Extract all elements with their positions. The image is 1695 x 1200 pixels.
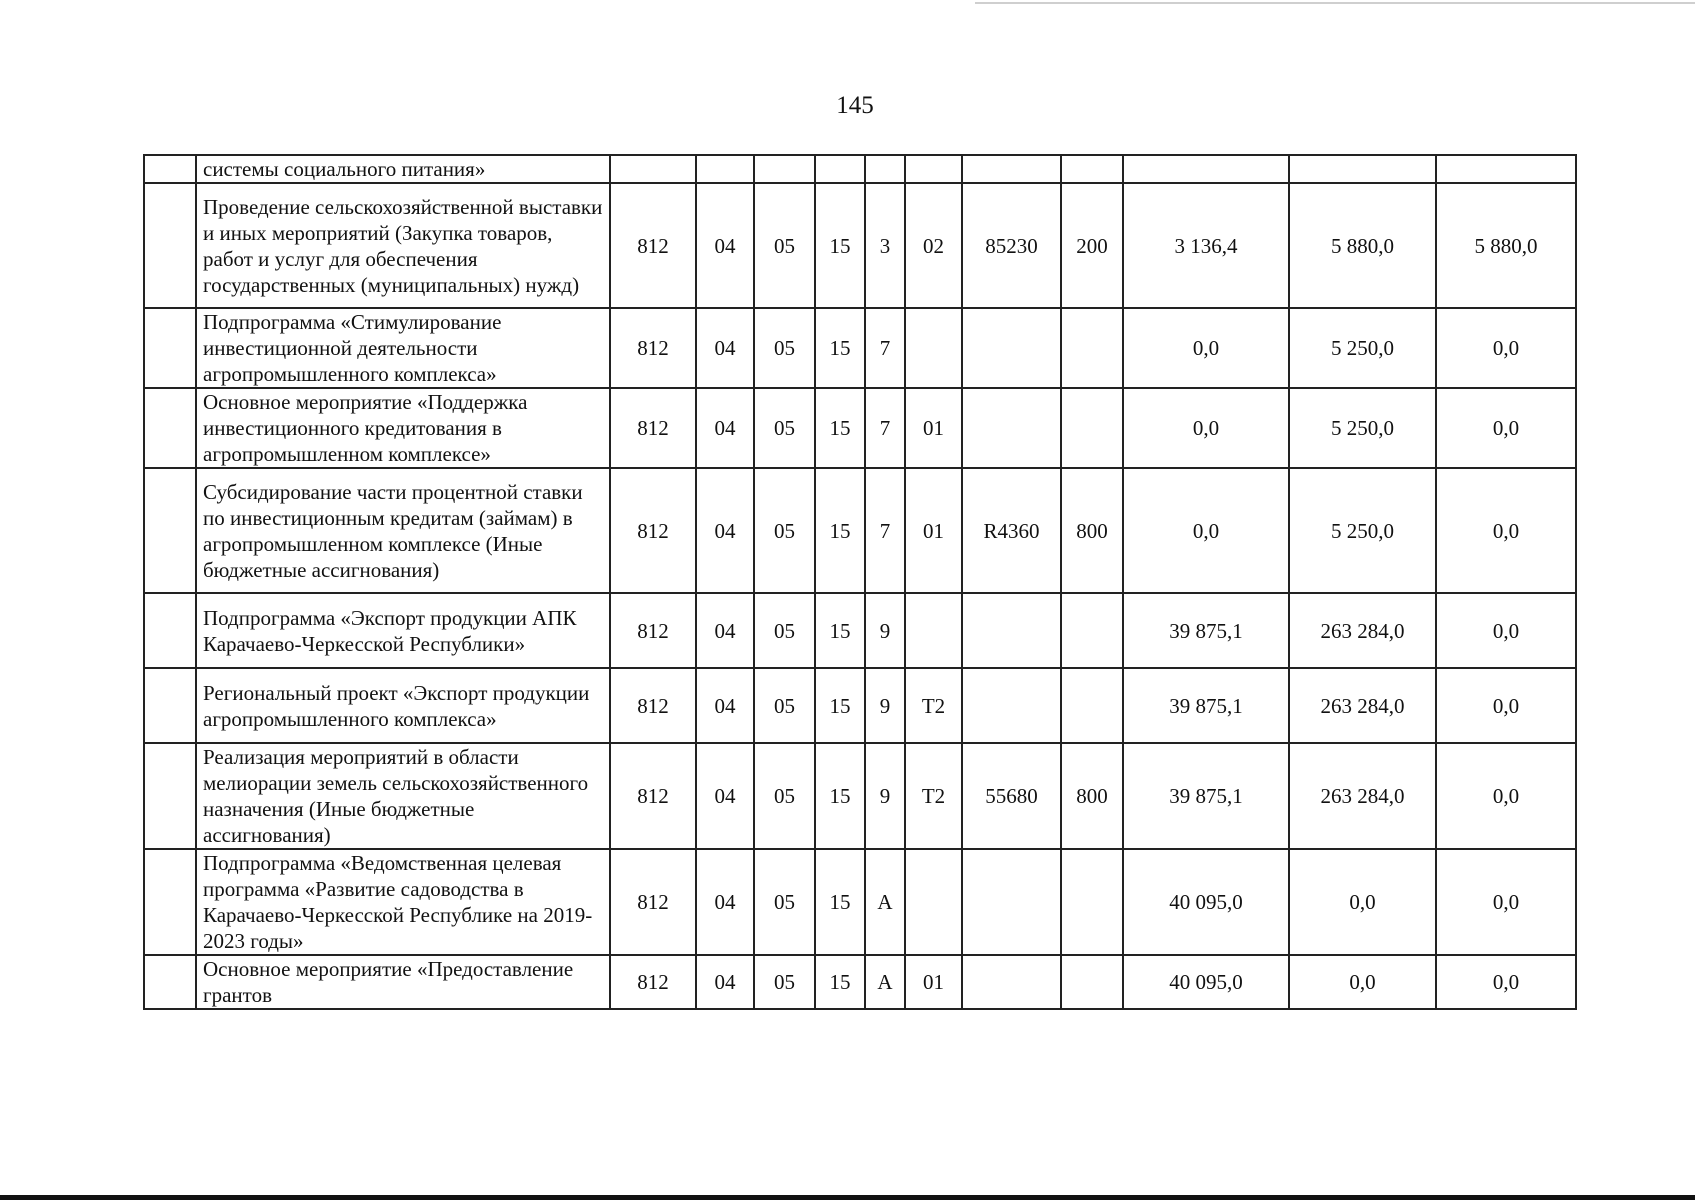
code-cell: 04: [696, 743, 754, 849]
code-cell: 812: [610, 955, 696, 1009]
code-cell: [962, 593, 1061, 668]
code-cell: [962, 308, 1061, 388]
code-cell: 800: [1061, 743, 1123, 849]
code-cell: 812: [610, 308, 696, 388]
code-cell: [754, 155, 815, 183]
code-cell: [815, 155, 865, 183]
code-cell: [1061, 849, 1123, 955]
row-number-cell: [144, 743, 196, 849]
table-row: [144, 468, 1576, 593]
description-cell: Основное мероприятие «Предоставление грантов: [196, 955, 610, 1009]
amount-cell: 0,0: [1436, 743, 1576, 849]
code-cell: 04: [696, 593, 754, 668]
amount-cell: 3 136,4: [1123, 183, 1289, 308]
row-number-cell: [144, 183, 196, 308]
amount-cell: 0,0: [1123, 388, 1289, 468]
table-row: [144, 155, 1576, 183]
code-cell: 04: [696, 468, 754, 593]
description-cell: Субсидирование части процентной ставки по инвестиционным кредитам (займам) в агропромышленном комплексе (Иные бюджетные ассигнования): [196, 468, 610, 593]
code-cell: 800: [1061, 468, 1123, 593]
table-row: [144, 849, 1576, 955]
code-cell: 15: [815, 388, 865, 468]
description-cell: Подпрограмма «Экспорт продукции АПК Карачаево-Черкесской Республики»: [196, 593, 610, 668]
amount-cell: 40 095,0: [1123, 849, 1289, 955]
code-cell: A: [865, 955, 905, 1009]
table-row: [144, 308, 1576, 388]
code-cell: [962, 388, 1061, 468]
code-cell: 04: [696, 955, 754, 1009]
amount-cell: 5 250,0: [1289, 308, 1436, 388]
code-cell: 15: [815, 308, 865, 388]
description-cell: Проведение сельскохозяйственной выставки и иных мероприятий (Закупка товаров, работ и услуг для обеспечения государственных (муниципальных) нужд): [196, 183, 610, 308]
code-cell: [962, 849, 1061, 955]
code-cell: [905, 308, 962, 388]
code-cell: 7: [865, 308, 905, 388]
code-cell: [1061, 955, 1123, 1009]
code-cell: 9: [865, 668, 905, 743]
row-number-cell: [144, 468, 196, 593]
code-cell: 200: [1061, 183, 1123, 308]
code-cell: 55680: [962, 743, 1061, 849]
row-number-cell: [144, 308, 196, 388]
code-cell: 812: [610, 593, 696, 668]
code-cell: 9: [865, 743, 905, 849]
amount-cell: 0,0: [1123, 308, 1289, 388]
code-cell: T2: [905, 668, 962, 743]
code-cell: 15: [815, 468, 865, 593]
description-cell: Региональный проект «Экспорт продукции агропромышленного комплекса»: [196, 668, 610, 743]
amount-cell: [1289, 155, 1436, 183]
code-cell: 02: [905, 183, 962, 308]
amount-cell: 40 095,0: [1123, 955, 1289, 1009]
code-cell: [1061, 388, 1123, 468]
code-cell: 15: [815, 593, 865, 668]
code-cell: [1061, 593, 1123, 668]
code-cell: 05: [754, 668, 815, 743]
table-body: [144, 155, 1576, 1009]
code-cell: 01: [905, 955, 962, 1009]
amount-cell: 0,0: [1436, 308, 1576, 388]
row-number-cell: [144, 155, 196, 183]
code-cell: 04: [696, 308, 754, 388]
code-cell: [1061, 308, 1123, 388]
code-cell: 05: [754, 955, 815, 1009]
code-cell: 05: [754, 468, 815, 593]
amount-cell: 5 880,0: [1289, 183, 1436, 308]
code-cell: 812: [610, 183, 696, 308]
row-number-cell: [144, 388, 196, 468]
code-cell: [905, 849, 962, 955]
code-cell: 15: [815, 668, 865, 743]
amount-cell: 263 284,0: [1289, 668, 1436, 743]
code-cell: 3: [865, 183, 905, 308]
amount-cell: 5 880,0: [1436, 183, 1576, 308]
code-cell: R4360: [962, 468, 1061, 593]
row-number-cell: [144, 668, 196, 743]
amount-cell: 0,0: [1436, 593, 1576, 668]
code-cell: 15: [815, 955, 865, 1009]
amount-cell: 39 875,1: [1123, 668, 1289, 743]
table-row: [144, 593, 1576, 668]
amount-cell: 0,0: [1436, 668, 1576, 743]
amount-cell: 5 250,0: [1289, 388, 1436, 468]
code-cell: [905, 593, 962, 668]
amount-cell: 0,0: [1436, 849, 1576, 955]
code-cell: [962, 955, 1061, 1009]
code-cell: 05: [754, 388, 815, 468]
amount-cell: 0,0: [1436, 388, 1576, 468]
budget-table: [143, 154, 1577, 1010]
code-cell: 15: [815, 849, 865, 955]
code-cell: 05: [754, 308, 815, 388]
code-cell: 04: [696, 849, 754, 955]
table-row: [144, 743, 1576, 849]
code-cell: [865, 155, 905, 183]
page-number: 145: [836, 92, 874, 119]
code-cell: 05: [754, 183, 815, 308]
amount-cell: [1123, 155, 1289, 183]
code-cell: 9: [865, 593, 905, 668]
code-cell: 05: [754, 593, 815, 668]
code-cell: [905, 155, 962, 183]
description-cell: Подпрограмма «Ведомственная целевая программа «Развитие садоводства в Карачаево-Черкесской Республике на 2019-2023 годы»: [196, 849, 610, 955]
code-cell: 15: [815, 183, 865, 308]
amount-cell: 0,0: [1436, 955, 1576, 1009]
code-cell: A: [865, 849, 905, 955]
code-cell: 01: [905, 388, 962, 468]
amount-cell: 0,0: [1289, 849, 1436, 955]
code-cell: [962, 155, 1061, 183]
row-number-cell: [144, 849, 196, 955]
table-row: [144, 955, 1576, 1009]
code-cell: 7: [865, 388, 905, 468]
code-cell: [1061, 668, 1123, 743]
code-cell: 85230: [962, 183, 1061, 308]
description-cell: Подпрограмма «Стимулирование инвестиционной деятельности агропромышленного комплекса»: [196, 308, 610, 388]
amount-cell: 5 250,0: [1289, 468, 1436, 593]
description-cell: системы социального питания»: [196, 155, 610, 183]
code-cell: 04: [696, 183, 754, 308]
row-number-cell: [144, 955, 196, 1009]
code-cell: [1061, 155, 1123, 183]
table-row: [144, 388, 1576, 468]
code-cell: [696, 155, 754, 183]
amount-cell: 0,0: [1436, 468, 1576, 593]
code-cell: [610, 155, 696, 183]
code-cell: 812: [610, 849, 696, 955]
amount-cell: 39 875,1: [1123, 743, 1289, 849]
amount-cell: 0,0: [1289, 955, 1436, 1009]
amount-cell: 263 284,0: [1289, 743, 1436, 849]
code-cell: 7: [865, 468, 905, 593]
code-cell: 05: [754, 849, 815, 955]
scan-edge-line: [975, 2, 1695, 4]
amount-cell: 263 284,0: [1289, 593, 1436, 668]
code-cell: [962, 668, 1061, 743]
code-cell: 812: [610, 388, 696, 468]
scan-edge-bar: [0, 1195, 1695, 1200]
description-cell: Реализация мероприятий в области мелиорации земель сельскохозяйственного назначения (Иные бюджетные ассигнования): [196, 743, 610, 849]
table-row: [144, 183, 1576, 308]
code-cell: 05: [754, 743, 815, 849]
code-cell: 04: [696, 388, 754, 468]
amount-cell: 39 875,1: [1123, 593, 1289, 668]
table-row: [144, 668, 1576, 743]
code-cell: 812: [610, 468, 696, 593]
code-cell: 15: [815, 743, 865, 849]
code-cell: 812: [610, 743, 696, 849]
amount-cell: 0,0: [1123, 468, 1289, 593]
code-cell: 812: [610, 668, 696, 743]
code-cell: 01: [905, 468, 962, 593]
row-number-cell: [144, 593, 196, 668]
code-cell: 04: [696, 668, 754, 743]
amount-cell: [1436, 155, 1576, 183]
code-cell: T2: [905, 743, 962, 849]
description-cell: Основное мероприятие «Поддержка инвестиционного кредитования в агропромышленном комплексе»: [196, 388, 610, 468]
